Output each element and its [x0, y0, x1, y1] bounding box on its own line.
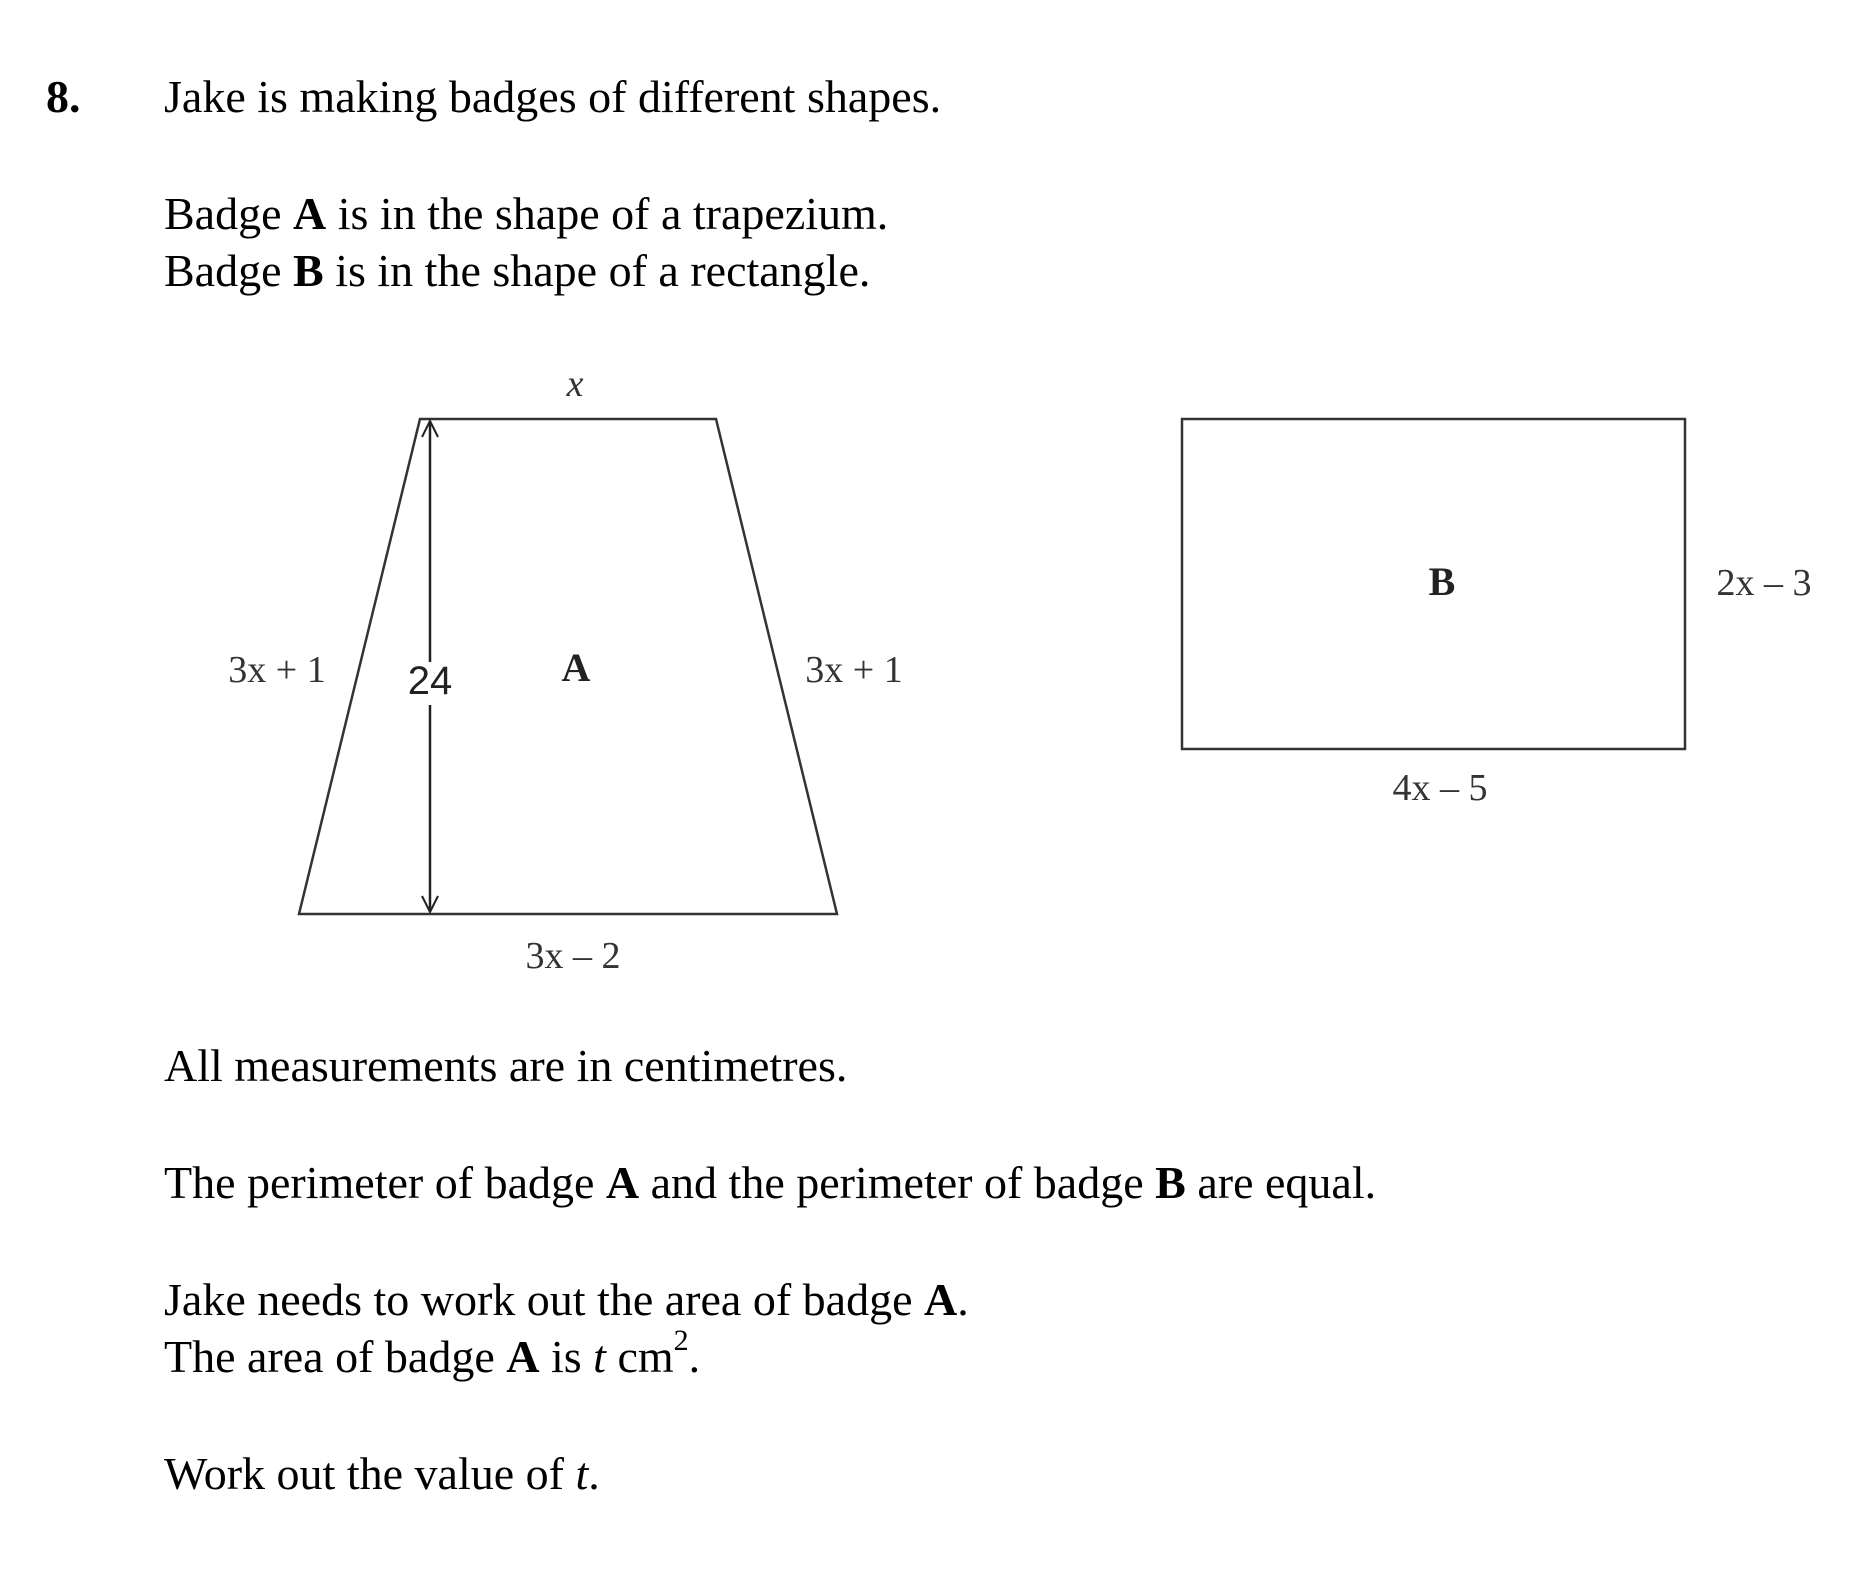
text-span: is in the shape of a trapezium. — [326, 188, 889, 239]
text-span: Badge — [164, 188, 294, 239]
perimeter-text — [164, 1157, 1377, 1208]
text-span: Badge — [164, 245, 294, 296]
badge-b-label: B — [1155, 1157, 1186, 1208]
variable-t: t — [575, 1448, 589, 1499]
text-span: cm — [605, 1331, 674, 1382]
text-span: The perimeter of badge — [164, 1157, 606, 1208]
area-text — [164, 1324, 701, 1382]
text-span: is — [539, 1331, 594, 1382]
trapezium-name-label: A — [561, 645, 591, 690]
badge-a-label: A — [924, 1274, 958, 1325]
text-span: . — [688, 1331, 701, 1382]
text-span: The area of badge — [164, 1331, 507, 1382]
text-span: Jake needs to work out the area of badge — [164, 1274, 924, 1325]
text-span: are equal. — [1185, 1157, 1377, 1208]
badge-a-label: A — [506, 1331, 540, 1382]
text-span: . — [588, 1448, 600, 1499]
task-text — [164, 1448, 600, 1499]
trapezium-left-label: 3x + 1 — [228, 649, 326, 691]
trapezium-right-label: 3x + 1 — [805, 649, 903, 691]
badge-a-label: A — [605, 1157, 640, 1208]
trapezium-top-label: x — [566, 363, 584, 405]
rectangle-name-label: B — [1428, 559, 1456, 604]
intro-text: Jake is making badges of different shapes. — [164, 71, 942, 122]
superscript: 2 — [673, 1324, 689, 1357]
badge-a-label: A — [293, 188, 327, 239]
badge-b-label: B — [293, 245, 324, 296]
text-span: and the perimeter of badge — [639, 1157, 1156, 1208]
text-span: is in the shape of a rectangle. — [323, 245, 871, 296]
needs-text — [164, 1274, 969, 1325]
trapezium-bottom-label: 3x – 2 — [525, 935, 621, 977]
text-span: . — [957, 1274, 969, 1325]
text-span: Work out the value of — [164, 1448, 576, 1499]
variable-t: t — [593, 1331, 606, 1382]
rectangle-width-label: 4x – 5 — [1392, 767, 1488, 809]
question-number: 8. — [46, 71, 81, 122]
rectangle-height-label: 2x – 3 — [1716, 562, 1812, 604]
height-label: 24 — [407, 659, 453, 703]
units-text: All measurements are in centimetres. — [164, 1040, 848, 1091]
